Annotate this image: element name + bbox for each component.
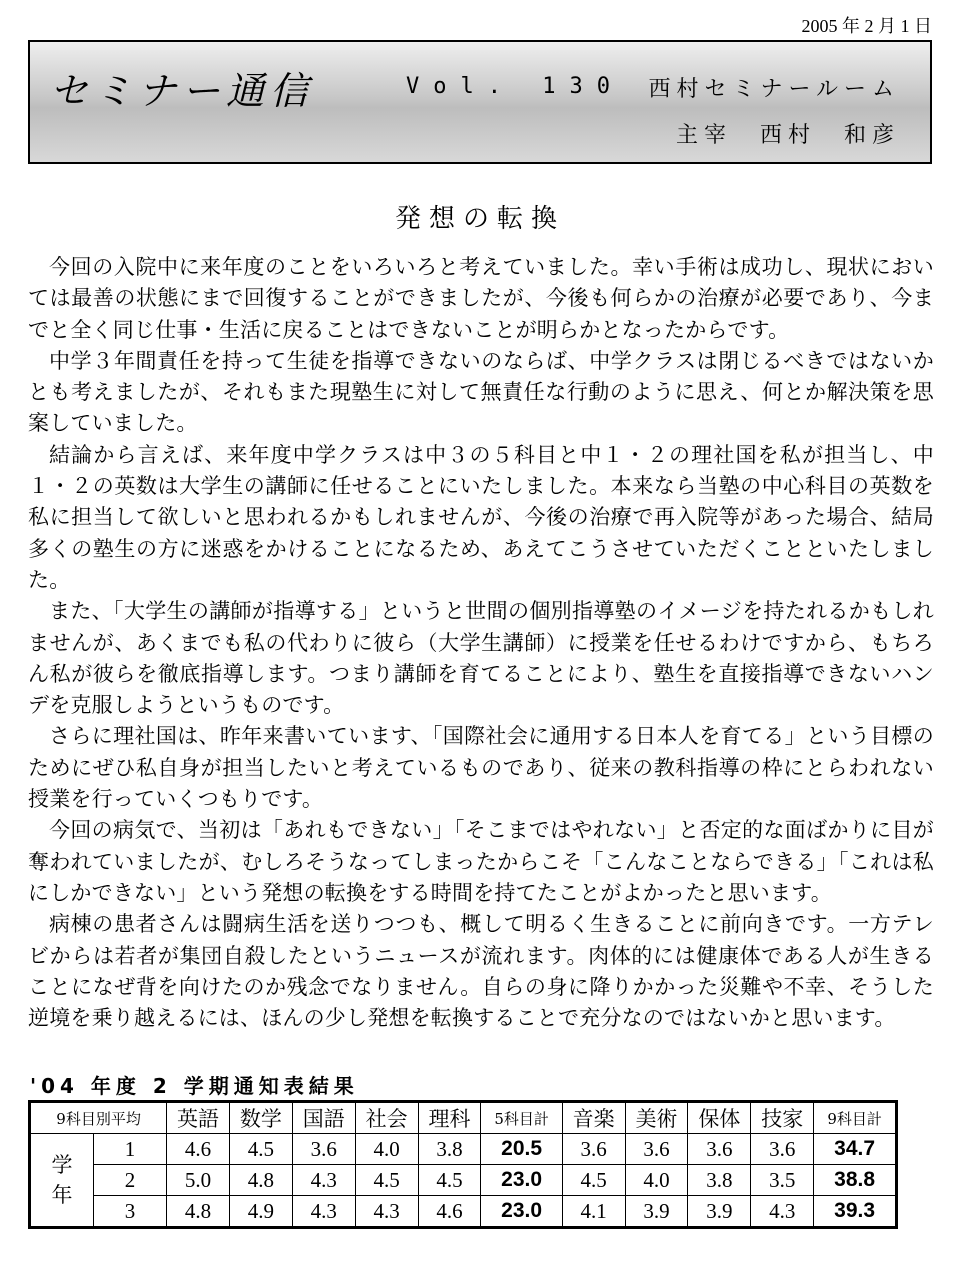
paragraph: 今回の入院中に来年度のことをいろいろと考えていました。幸い手術は成功し、現状においては最善の状態にまで回復することができましたが、今後も何らかの治療が必要であり、今までと全く同じ仕事・生活に戻ることはできないことが明らかとなったからです。 xyxy=(28,255,934,342)
table-cell: 3.8 xyxy=(688,1165,751,1196)
grade-number: 2 xyxy=(94,1165,167,1196)
column-header: 音楽 xyxy=(562,1102,625,1134)
table-cell: 3.6 xyxy=(562,1134,625,1165)
article-body xyxy=(28,252,934,1034)
table-cell: 5.0 xyxy=(167,1165,230,1196)
table-cell-total: 23.0 xyxy=(481,1196,562,1228)
editor-name: 主宰 西村 和彦 xyxy=(675,123,900,148)
article-title: 発想の転換 xyxy=(394,204,565,234)
table-cell: 3.6 xyxy=(751,1134,814,1165)
grades-table xyxy=(28,1100,898,1229)
table-row xyxy=(30,1196,897,1228)
table-row xyxy=(30,1134,897,1165)
grade-label: 学年 xyxy=(51,1153,73,1207)
table-cell: 3.9 xyxy=(688,1196,751,1228)
table-cell: 4.9 xyxy=(229,1196,292,1228)
table-cell-total: 23.0 xyxy=(481,1165,562,1196)
table-cell: 4.0 xyxy=(355,1134,418,1165)
table-cell-total: 34.7 xyxy=(814,1134,897,1165)
table-cell: 3.5 xyxy=(751,1165,814,1196)
table-cell: 4.3 xyxy=(292,1165,355,1196)
table-cell: 4.3 xyxy=(751,1196,814,1228)
column-header: 美術 xyxy=(625,1102,688,1134)
column-header: 国語 xyxy=(292,1102,355,1134)
grade-label-cell xyxy=(30,1134,94,1228)
table-cell: 3.6 xyxy=(625,1134,688,1165)
grade-number: 1 xyxy=(94,1134,167,1165)
paragraph: さらに理社国は、昨年来書いています、「国際社会に通用する日本人を育てる」という目標のためにぜひ私自身が担当したいと考えているものであり、従来の教科指導の枠にとらわれない授業を行っていくつもりです。 xyxy=(28,724,934,812)
table-cell: 4.5 xyxy=(229,1134,292,1165)
issue-date: 2005 年 2 月 1 日 xyxy=(801,16,932,36)
corner-header: 9科目別平均 xyxy=(30,1102,167,1134)
column-header: 9科目計 xyxy=(814,1102,897,1134)
table-cell: 4.0 xyxy=(625,1165,688,1196)
volume-number: Vol. 130 xyxy=(406,74,624,99)
table-cell: 3.8 xyxy=(418,1134,481,1165)
grades-table-title: '04 年度 2 学期通知表結果 xyxy=(30,1074,359,1098)
column-header: 保体 xyxy=(688,1102,751,1134)
column-header: 英語 xyxy=(167,1102,230,1134)
table-cell: 4.6 xyxy=(167,1134,230,1165)
newsletter-header xyxy=(28,40,932,164)
table-header-row xyxy=(30,1102,897,1134)
column-header: 社会 xyxy=(355,1102,418,1134)
column-header: 数学 xyxy=(229,1102,292,1134)
table-cell: 4.5 xyxy=(355,1165,418,1196)
paragraph: また、「大学生の講師が指導する」というと世間の個別指導塾のイメージを持たれるかもしれませんが、あくまでも私の代わりに彼ら（大学生講師）に授業を任せるわけですから、もちろん私が彼らを徹底指導します。つまり講師を育てることにより、塾生を直接指導できないハンデを克服しようというものです。 xyxy=(28,599,934,718)
table-cell: 3.6 xyxy=(292,1134,355,1165)
table-cell: 4.5 xyxy=(562,1165,625,1196)
table-cell-total: 38.8 xyxy=(814,1165,897,1196)
table-cell: 4.1 xyxy=(562,1196,625,1228)
table-cell-total: 20.5 xyxy=(481,1134,562,1165)
paragraph: 今回の病気で、当初は「あれもできない」「そこまではやれない」と否定的な面ばかりに目が奪われていましたが、むしろそうなってしまったからこそ「こんなことならできる」「これは私にしかできない」という発想の転換をする時間を持てたことがよかったと思います。 xyxy=(28,818,934,905)
column-header: 理科 xyxy=(418,1102,481,1134)
table-cell: 4.8 xyxy=(229,1165,292,1196)
grade-number: 3 xyxy=(94,1196,167,1228)
table-cell: 4.5 xyxy=(418,1165,481,1196)
paragraph: 結論から言えば、来年度中学クラスは中３の５科目と中１・２の理社国を私が担当し、中１・２の英数は大学生の講師に任せることにいたしました。本来なら当塾の中心科目の英数を私に担当して欲しいと思われるかもしれませんが、今後の治療で再入院等があった場合、結局多くの塾生の方に迷惑をかけることになるため、あえてこうさせていただくことといたしました。 xyxy=(28,442,934,592)
paragraph: 中学３年間責任を持って生徒を指導できないのならば、中学クラスは閉じるべきではないかとも考えましたが、それもまた現塾生に対して無責任な行動のように思え、何とか解決策を思案していました。 xyxy=(28,348,934,436)
table-cell: 4.3 xyxy=(292,1196,355,1228)
organization-name: 西村セミナールーム xyxy=(648,77,900,102)
table-cell: 3.6 xyxy=(688,1134,751,1165)
column-header: 技家 xyxy=(751,1102,814,1134)
paragraph: 病棟の患者さんは闘病生活を送りつつも、概して明るく生きることに前向きです。一方テレビからは若者が集団自殺したというニュースが流れます。肉体的には健康体である人が生きることになぜ背を向けたのか残念でなりません。自らの身に降りかかった災難や不幸、そうした逆境を乗り越えるには、ほんの少し発想を転換することで充分なのではないかと思います。 xyxy=(28,912,934,1031)
column-header: 5科目計 xyxy=(481,1102,562,1134)
table-cell: 3.9 xyxy=(625,1196,688,1228)
table-cell-total: 39.3 xyxy=(814,1196,897,1228)
newsletter-title: セミナー通信 xyxy=(50,69,315,113)
table-cell: 4.8 xyxy=(167,1196,230,1228)
table-cell: 4.6 xyxy=(418,1196,481,1228)
table-row xyxy=(30,1165,897,1196)
table-cell: 4.3 xyxy=(355,1196,418,1228)
